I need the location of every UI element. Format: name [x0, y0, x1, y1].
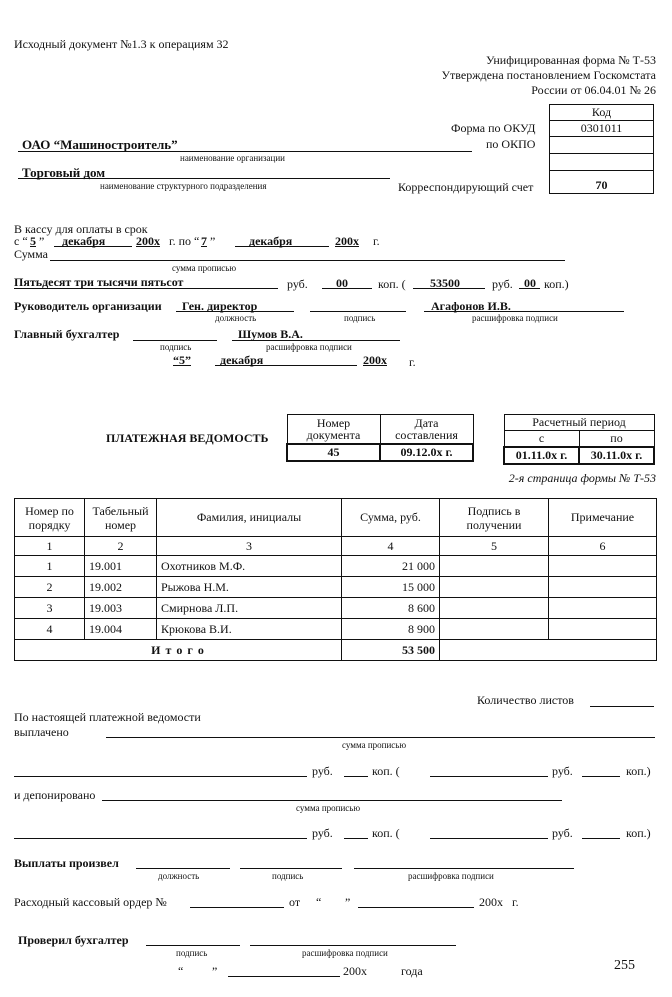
row-signature	[440, 577, 549, 598]
cash-sum-line	[50, 260, 565, 261]
head-name: Агафонов И.В.	[431, 299, 511, 313]
col-header-order	[15, 499, 85, 537]
total-empty-1	[440, 640, 549, 661]
row-amount: 21 000	[342, 556, 440, 577]
paid-rub: руб.	[312, 764, 333, 778]
checked-year: 200х	[343, 964, 367, 978]
head-position-caption: должность	[215, 313, 257, 323]
payments-signature-caption: подпись	[272, 871, 304, 881]
head-name-caption: расшифровка подписи	[472, 313, 558, 323]
page-note: 2-я страница формы № Т-53	[508, 471, 656, 485]
accountant-name-line	[232, 340, 400, 341]
deposited-rub: руб.	[312, 826, 333, 840]
order-quote-close: ”	[345, 895, 351, 909]
payments-signature-line	[240, 868, 342, 869]
account-label: Корреспондирующий счет	[398, 180, 534, 194]
cash-to-month-line	[235, 246, 329, 247]
deposited-words-line	[14, 838, 307, 839]
col-header-order-line1: Номер по	[25, 503, 74, 518]
paid-digits-line	[430, 776, 548, 777]
table-row	[15, 577, 657, 598]
order-quote-open: “	[316, 895, 322, 909]
row-signature	[440, 619, 549, 640]
cash-kop: коп. (	[378, 277, 406, 291]
sheets-line	[590, 706, 654, 707]
doc-number-header-line1: Номер	[316, 416, 351, 430]
row-amount: 15 000	[342, 577, 440, 598]
deposited-kop2-line	[582, 838, 620, 839]
cash-line-1: В кассу для оплаты в срок	[14, 222, 148, 236]
head-position: Ген. директор	[182, 299, 258, 313]
accountant-signature-caption: подпись	[160, 342, 192, 352]
cash-sum-caption: сумма прописью	[172, 263, 237, 273]
total-value: 53 500	[342, 640, 440, 661]
row-tab-number: 19.004	[85, 619, 157, 640]
cash-to-quote: ”	[210, 234, 216, 248]
cash-rub: руб.	[287, 277, 308, 291]
cash-from-month: декабря	[62, 234, 106, 248]
deposited-label: и депонировано	[14, 788, 96, 802]
total-row	[15, 640, 657, 661]
col-number: 2	[85, 537, 157, 556]
paid-sum-caption: сумма прописью	[342, 740, 407, 750]
row-note	[549, 598, 657, 619]
row-note	[549, 577, 657, 598]
table-row	[15, 598, 657, 619]
paid-rub-line	[344, 776, 368, 777]
period-to-value: 30.11.0х г.	[579, 447, 654, 464]
payments-position-line	[136, 868, 230, 869]
checked-date-line	[228, 976, 340, 977]
payments-label: Выплаты произвел	[14, 856, 119, 870]
codes-header: Код	[591, 105, 612, 119]
doc-number-value: 45	[287, 444, 380, 461]
accountant-date-day: “5”	[173, 353, 191, 367]
row-tab-number: 19.001	[85, 556, 157, 577]
checked-name-caption: расшифровка подписи	[302, 948, 388, 958]
org-dept: Торговый дом	[22, 165, 106, 180]
cash-words-line	[14, 288, 278, 289]
order-year: 200х	[479, 895, 503, 909]
order-label: Расходный кассовый ордер №	[14, 895, 167, 909]
payroll-colnum-row	[15, 537, 657, 556]
accountant-date-line	[215, 365, 357, 366]
source-note: Исходный документ №1.3 к операциям 32	[14, 37, 229, 51]
doc-title: ПЛАТЕЖНАЯ ВЕДОМОСТЬ	[106, 431, 269, 445]
deposited-sum-line	[102, 800, 562, 801]
doc-number-header-line2: документа	[306, 428, 361, 442]
order-date-line	[358, 907, 474, 908]
col-header-note: Примечание	[549, 499, 657, 537]
paid-words-line	[14, 776, 307, 777]
cash-from-month-line	[54, 246, 132, 247]
checked-label: Проверил бухгалтер	[18, 933, 129, 947]
doc-date-value: 09.12.0х г.	[380, 444, 473, 461]
deposited-kop-close: коп.)	[626, 826, 651, 840]
row-employee-name: Охотников М.Ф.	[157, 556, 342, 577]
deposited-rub-line	[344, 838, 368, 839]
payments-name-caption: расшифровка подписи	[408, 871, 494, 881]
col-number: 4	[342, 537, 440, 556]
col-number: 3	[157, 537, 342, 556]
cash-kop2-line	[519, 288, 540, 289]
form-line-3: России от 06.04.01 № 26	[531, 83, 656, 97]
okud-value: 0301011	[580, 121, 623, 135]
row-employee-name: Смирнова Л.П.	[157, 598, 342, 619]
head-signature-caption: подпись	[344, 313, 376, 323]
org-name: ОАО “Машиностроитель”	[22, 137, 178, 152]
okpo-label: по ОКПО	[486, 137, 536, 151]
doc-date-header-line2: составления	[395, 428, 458, 442]
row-employee-name: Крюкова В.И.	[157, 619, 342, 640]
row-order: 3	[15, 598, 85, 619]
row-order: 4	[15, 619, 85, 640]
cash-g: г.	[373, 234, 380, 248]
page-number: 255	[614, 958, 635, 973]
period-table	[503, 414, 655, 465]
period-from-label: с	[504, 431, 579, 448]
codes-divider	[549, 170, 654, 171]
col-header-signature-line2: получении	[466, 517, 522, 532]
col-number: 5	[440, 537, 549, 556]
payroll-header-row	[15, 499, 657, 537]
doc-number-header	[287, 415, 380, 445]
cash-rub2: руб.	[492, 277, 513, 291]
payments-position-caption: должность	[158, 871, 200, 881]
order-g: г.	[512, 895, 519, 909]
col-number: 6	[549, 537, 657, 556]
total-label: И т о г о	[15, 640, 342, 661]
accountant-signature-line	[133, 340, 217, 341]
row-signature	[440, 598, 549, 619]
paid-kop-open: коп. (	[372, 764, 400, 778]
paid-kop2-line	[582, 776, 620, 777]
form-reference	[442, 53, 656, 98]
col-header-name: Фамилия, инициалы	[157, 499, 342, 537]
okpo-divider	[549, 153, 654, 154]
row-tab-number: 19.003	[85, 598, 157, 619]
col-header-signature	[440, 499, 549, 537]
checked-signature-line	[146, 945, 240, 946]
payroll-table	[14, 498, 657, 661]
okud-label: Форма по ОКУД	[451, 121, 536, 135]
col-header-tab-line2: номер	[104, 517, 137, 532]
row-order: 2	[15, 577, 85, 598]
cash-digits-line	[413, 288, 485, 289]
checked-quote-open: “	[178, 964, 184, 978]
paid-rub2: руб.	[552, 764, 573, 778]
doc-number-table	[286, 414, 474, 462]
accountant-date-year: 200х	[363, 353, 387, 367]
deposited-sum-caption: сумма прописью	[296, 803, 361, 813]
paid-kop-close: коп.)	[626, 764, 651, 778]
col-header-order-line2: порядку	[28, 517, 71, 532]
cash-to-year: 200х	[335, 234, 359, 248]
order-from: от	[289, 895, 301, 909]
row-note	[549, 619, 657, 640]
org-name-line	[18, 151, 472, 152]
head-name-line	[424, 311, 624, 312]
checked-signature-caption: подпись	[176, 948, 208, 958]
accountant-date-g: г.	[409, 355, 416, 369]
account-value: 70	[595, 178, 608, 192]
head-signature-line	[310, 311, 406, 312]
cash-kop2-value: 00	[524, 276, 536, 290]
row-amount: 8 900	[342, 619, 440, 640]
paid-line-2: выплачено	[14, 725, 69, 739]
deposited-digits-line	[430, 838, 548, 839]
head-label: Руководитель организации	[14, 299, 162, 313]
col-number: 1	[15, 537, 85, 556]
row-signature	[440, 556, 549, 577]
cash-rub-value: 00	[336, 276, 348, 290]
cash-kop2: коп.)	[544, 277, 569, 291]
period-header: Расчетный период	[504, 415, 654, 431]
cash-from-quote: ”	[39, 234, 45, 248]
doc-date-header-line1: Дата	[414, 416, 439, 430]
paid-sum-line	[106, 737, 655, 738]
org-name-caption: наименование организации	[180, 153, 285, 163]
cash-from-prefix: с “	[14, 234, 28, 248]
cash-to-prefix: г. по “	[169, 234, 200, 248]
payments-name-line	[354, 868, 574, 869]
cash-from-day: 5	[30, 234, 36, 248]
paid-line-1: По настоящей платежной ведомости	[14, 710, 201, 724]
cash-to-day: 7	[201, 234, 207, 248]
row-order: 1	[15, 556, 85, 577]
cash-from-year: 200х	[136, 234, 160, 248]
cash-sum-label: Сумма	[14, 247, 48, 261]
org-dept-line	[18, 178, 390, 179]
deposited-rub2: руб.	[552, 826, 573, 840]
checked-quote-close: ”	[212, 964, 218, 978]
cash-sum-words: Пятьдесят три тысячи пятьсот	[14, 275, 184, 289]
accountant-label: Главный бухгалтер	[14, 327, 120, 341]
col-header-tab-line1: Табельный	[92, 503, 149, 518]
accountant-name-caption: расшифровка подписи	[266, 342, 352, 352]
row-tab-number: 19.002	[85, 577, 157, 598]
table-row	[15, 619, 657, 640]
doc-date-header	[380, 415, 473, 445]
form-line-2: Утверждена постановлением Госкомстата	[441, 68, 656, 82]
period-from-value: 01.11.0х г.	[504, 447, 579, 464]
accountant-name: Шумов В.А.	[238, 327, 303, 341]
row-note	[549, 556, 657, 577]
row-amount: 8 600	[342, 598, 440, 619]
form-line-1: Унифицированная форма № Т-53	[485, 53, 656, 67]
accountant-date-month: декабря	[220, 353, 264, 367]
row-employee-name: Рыжова Н.М.	[157, 577, 342, 598]
col-header-sum: Сумма, руб.	[342, 499, 440, 537]
table-row	[15, 556, 657, 577]
sheets-label: Количество листов	[477, 693, 574, 707]
checked-name-line	[250, 945, 456, 946]
head-position-line	[176, 311, 294, 312]
total-empty-2	[549, 640, 657, 661]
col-header-signature-line1: Подпись в	[467, 503, 521, 518]
cash-to-month: декабря	[249, 234, 293, 248]
cash-rub-line	[322, 288, 372, 289]
org-dept-caption: наименование структурного подразделения	[100, 181, 267, 191]
deposited-kop-open: коп. (	[372, 826, 400, 840]
col-header-tab	[85, 499, 157, 537]
order-number-line	[190, 907, 284, 908]
period-to-label: по	[579, 431, 654, 448]
cash-digits: 53500	[430, 276, 460, 290]
checked-goda: года	[401, 964, 423, 978]
